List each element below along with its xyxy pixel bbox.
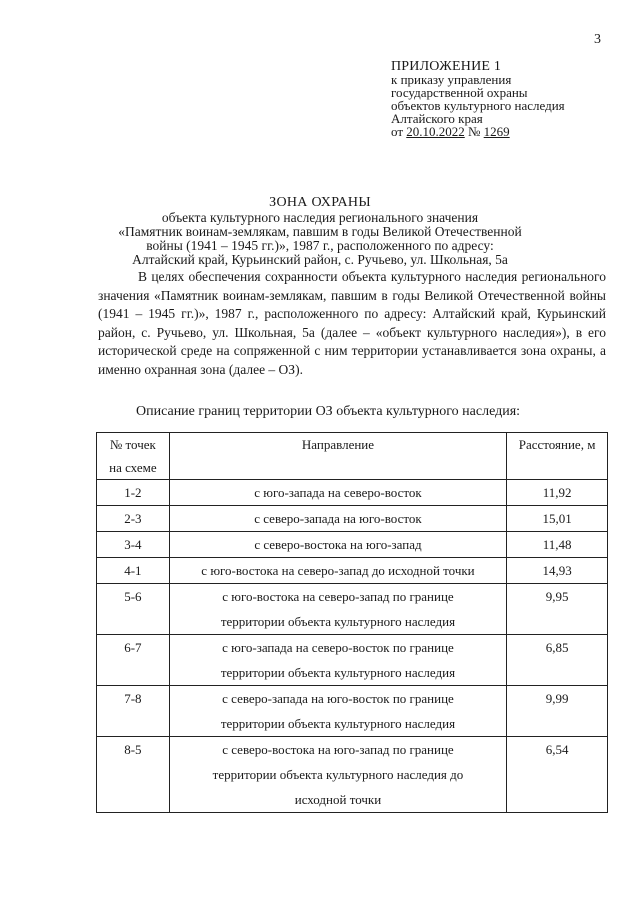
points-text: 3-4 <box>124 537 142 552</box>
cell-points <box>97 686 170 737</box>
header-points <box>97 433 170 480</box>
page-number: 3 <box>594 32 601 47</box>
document-heading <box>110 196 530 267</box>
heading-line: объекта культурного наследия регионального значения <box>161 210 479 225</box>
direction-text: с северо-востока на юго-запад <box>254 537 422 552</box>
cell-direction <box>169 506 506 532</box>
direction-text: с северо-запада на юго-восток по границе <box>222 691 454 706</box>
cell-distance <box>507 686 608 737</box>
order-date: 20.10.2022 <box>406 124 465 139</box>
points-text: 7-8 <box>124 691 142 706</box>
header-distance: Расстояние, м <box>507 433 608 480</box>
distance-text: 9,99 <box>545 691 569 706</box>
distance-text: 6,54 <box>545 742 569 757</box>
points-text: 8-5 <box>124 742 142 757</box>
cell-points <box>97 584 170 635</box>
cell-direction <box>169 480 506 506</box>
table-row <box>97 506 608 532</box>
appendix-line: к приказу управления <box>391 72 512 87</box>
distance-text: 6,85 <box>545 640 569 655</box>
table-row <box>97 584 608 635</box>
table-row <box>97 532 608 558</box>
distance-text: 14,93 <box>542 563 572 578</box>
appendix-line: Алтайского края <box>391 111 483 126</box>
direction-text: с юго-запада на северо-восток по границе <box>222 640 454 655</box>
header-direction: Направление <box>169 433 506 480</box>
distance-text: 11,48 <box>542 537 572 552</box>
distance-text: 9,95 <box>545 589 569 604</box>
number-prefix: № <box>464 124 484 139</box>
points-text: 5-6 <box>124 589 142 604</box>
cell-distance <box>507 480 608 506</box>
appendix-line: государственной охраны <box>391 85 528 100</box>
direction-text: территории объекта культурного наследия <box>220 716 456 731</box>
appendix-block <box>391 60 565 138</box>
boundary-table <box>96 432 608 813</box>
cell-direction <box>169 686 506 737</box>
cell-points <box>97 558 170 584</box>
cell-distance <box>507 532 608 558</box>
table-row <box>97 558 608 584</box>
heading-line: Алтайский край, Курьинский район, с. Ручьево, ул. Школьная, 5а <box>132 252 508 267</box>
table-caption: Описание границ территории ОЗ объекта культурного наследия: <box>136 404 521 419</box>
appendix-order-line <box>391 125 565 138</box>
table-row <box>97 686 608 737</box>
appendix-line: объектов культурного наследия <box>391 98 565 113</box>
cell-distance <box>507 558 608 584</box>
distance-text: 15,01 <box>542 511 572 526</box>
table-row <box>97 635 608 686</box>
direction-text: территории объекта культурного наследия <box>220 614 456 629</box>
cell-direction <box>169 635 506 686</box>
cell-direction <box>169 532 506 558</box>
direction-text: с северо-запада на юго-восток <box>254 511 422 526</box>
cell-direction <box>169 737 506 813</box>
header-points-line1: № точек <box>109 437 156 452</box>
header-points-line2: на схеме <box>109 460 157 475</box>
direction-text: с юго-запада на северо-восток <box>254 485 422 500</box>
date-prefix: от <box>391 124 407 139</box>
table-body <box>97 480 608 813</box>
cell-points <box>97 532 170 558</box>
points-text: 1-2 <box>124 485 142 500</box>
points-text: 4-1 <box>124 563 142 578</box>
cell-distance <box>507 635 608 686</box>
distance-text: 11,92 <box>542 485 572 500</box>
order-number: 1269 <box>483 124 510 139</box>
direction-text: с северо-востока на юго-запад по границе <box>222 742 454 757</box>
heading-line: войны (1941 – 1945 гг.)», 1987 г., расположенного по адресу: <box>146 238 494 253</box>
heading-line: «Памятник воинам-землякам, павшим в годы Великой Отечественной <box>118 224 522 239</box>
cell-direction <box>169 584 506 635</box>
direction-text: исходной точки <box>294 792 382 807</box>
cell-direction <box>169 558 506 584</box>
cell-distance <box>507 737 608 813</box>
table-header-row <box>97 433 608 480</box>
intro-paragraph: В целях обеспечения сохранности объекта культурного наследия регионального значения «Памятник воинам-землякам, павшим в годы Великой Отечественной войны (1941 – 1945 гг.)», 1987 г., расположенного по адресу: Алтайский край, Курьинский район, с. Ручьево, ул. Школьная, 5а (далее – «объект культурного наследия»), в его исторической среде на сопряженной с ним территории устанавливается зона охраны, а именно охранная зона (далее – ОЗ). <box>98 269 606 377</box>
heading-title: ЗОНА ОХРАНЫ <box>269 195 371 210</box>
cell-points <box>97 737 170 813</box>
cell-distance <box>507 584 608 635</box>
cell-distance <box>507 506 608 532</box>
cell-points <box>97 635 170 686</box>
table-row <box>97 737 608 813</box>
appendix-title: ПРИЛОЖЕНИЕ 1 <box>391 59 502 74</box>
direction-text: с юго-востока на северо-запад до исходной точки <box>201 563 475 578</box>
direction-text: с юго-востока на северо-запад по границе <box>222 589 454 604</box>
direction-text: территории объекта культурного наследия <box>220 665 456 680</box>
cell-points <box>97 506 170 532</box>
points-text: 2-3 <box>124 511 142 526</box>
points-text: 6-7 <box>124 640 142 655</box>
cell-points <box>97 480 170 506</box>
table-row <box>97 480 608 506</box>
direction-text: территории объекта культурного наследия до <box>212 767 464 782</box>
